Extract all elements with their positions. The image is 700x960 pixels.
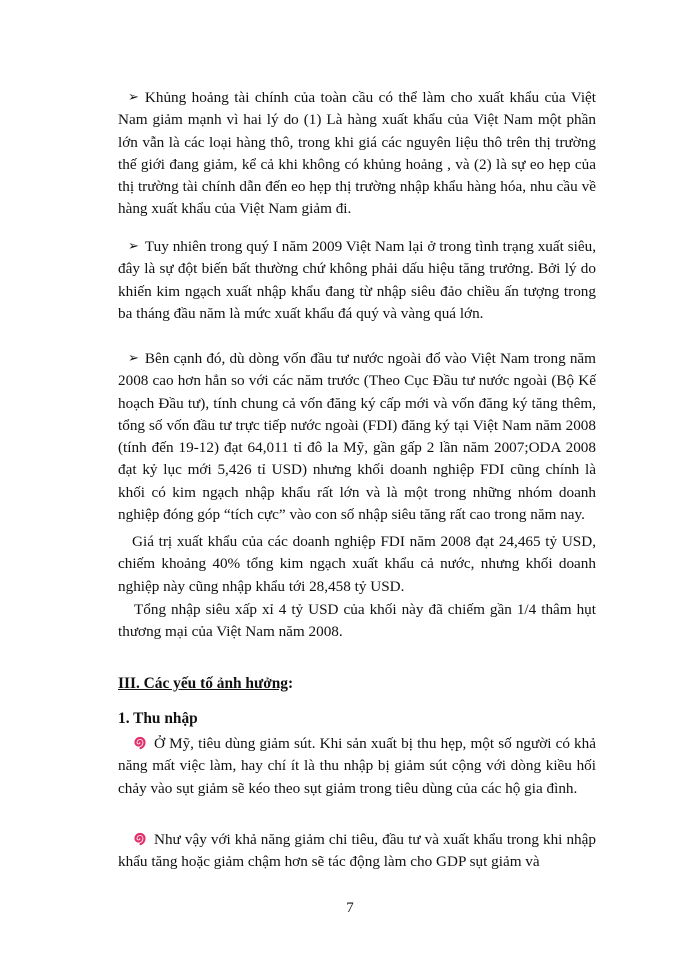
paragraph-5 xyxy=(118,599,596,644)
paragraph-4 xyxy=(118,531,596,598)
paragraph-3 xyxy=(118,348,596,526)
paragraph-2-text: Tuy nhiên trong quý I năm 2009 Việt Nam lại ở trong tình trạng xuất siêu, đây là sự đột biến bất thường chứ không phải dấu hiệu tăng trưởng. Bởi lý do khiến kim ngạch xuất nhập khẩu đang từ nhập siêu đảo chiều ấn tượng trong ba tháng đầu năm là mức xuất khẩu đá quý và vàng quá lớn. xyxy=(118,238,596,322)
arrow-bullet-icon: ➢ xyxy=(128,350,139,365)
section-heading-text: III. Các yếu tố ảnh hưởng xyxy=(118,675,288,692)
subheading: 1. Thu nhập xyxy=(118,710,198,727)
page-number: 7 xyxy=(346,900,354,916)
paragraph-4-text: Giá trị xuất khẩu của các doanh nghiệp FDI năm 2008 đạt 24,465 tỷ USD, chiếm khoảng 40% tổng kim ngạch xuất khẩu cả nước, nhưng khối doanh nghiệp này cũng nhập khẩu tới 28,458 tỷ USD. xyxy=(118,533,596,595)
paragraph-3-text: Bên cạnh đó, dù dòng vốn đầu tư nước ngoài đổ vào Việt Nam trong năm 2008 cao hơn hẳn so với các năm trước (Theo Cục Đầu tư nước ngoài (Bộ Kế hoạch Đầu tư), tính chung cả vốn đăng ký cấp mới và vốn đăng ký tăng thêm, tổng số vốn đầu tư trực tiếp nước ngoài (FDI) đăng ký tại Việt Nam năm 2008 (tính đến 19-12) đạt 64,011 tỉ đô la Mỹ, gần gấp 2 lần năm 2007;ODA 2008 đạt kỷ lục mới 5,426 tỉ USD) nhưng khối doanh nghiệp FDI cũng chính là khối có kim ngạch nhập khẩu rất lớn và là một trong những nhóm doanh nghiệp đóng góp “tích cực” vào con số nhập siêu tăng rất cao trong năm nay. xyxy=(118,350,596,524)
section-heading-colon: : xyxy=(288,675,294,692)
section-heading xyxy=(118,675,293,693)
paragraph-6 xyxy=(118,733,596,800)
swirl-bullet-icon xyxy=(132,831,148,846)
swirl-bullet-icon xyxy=(132,735,148,750)
paragraph-6-text: Ở Mỹ, tiêu dùng giảm sút. Khi sản xuất bị thu hẹp, một số người có khả năng mất việc làm, hay chí ít là thu nhập bị giảm sút cộng với dòng kiều hối chảy vào sụt giảm sẽ kéo theo sụt giảm trong tiêu dùng của các hộ gia đình. xyxy=(118,735,596,797)
paragraph-5-text: Tổng nhập siêu xấp xỉ 4 tỷ USD của khối này đã chiếm gần 1/4 thâm hụt thương mại của Việt Nam năm 2008. xyxy=(118,601,596,641)
paragraph-7-text: Như vậy với khả năng giảm chi tiêu, đầu tư và xuất khẩu trong khi nhập khẩu tăng hoặc giảm chậm hơn sẽ tác động làm cho GDP sụt giảm và xyxy=(118,831,596,871)
paragraph-7 xyxy=(118,829,596,874)
paragraph-2 xyxy=(118,236,596,325)
arrow-bullet-icon: ➢ xyxy=(128,89,139,104)
arrow-bullet-icon: ➢ xyxy=(128,238,139,253)
paragraph-1 xyxy=(118,87,596,221)
paragraph-1-text: Khủng hoảng tài chính của toàn cầu có thể làm cho xuất khẩu của Việt Nam giảm mạnh vì hai lý do (1) Là hàng xuất khẩu của Việt Nam một phần lớn vẫn là các loại hàng thô, trong khi giá các nguyên liệu thô trên thị trường thế giới đang giảm, kể cả khi không có khủng hoảng , và (2) là sự eo hẹp của thị trường tài chính dẫn đến eo hẹp thị trường nhập khẩu hàng hóa, nhu cầu về hàng xuất khẩu của Việt Nam giảm đi. xyxy=(118,89,596,218)
